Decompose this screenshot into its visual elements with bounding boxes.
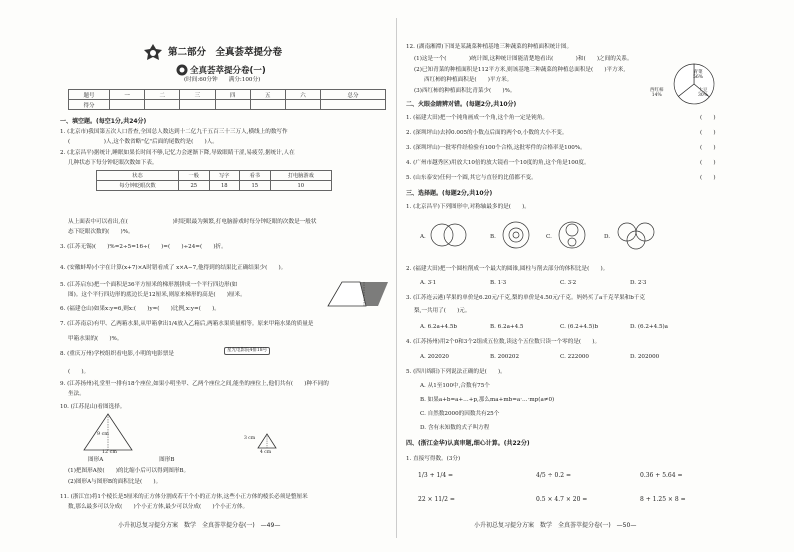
score-header: 二 xyxy=(145,90,180,100)
blink-value: 25 xyxy=(178,181,209,191)
score-cell[interactable] xyxy=(321,100,386,110)
blink-header: 写字 xyxy=(209,171,240,181)
blink-header: 状态 xyxy=(97,171,179,181)
option-b[interactable]: B. xyxy=(490,234,496,240)
option-a[interactable]: A. 3∶1 xyxy=(420,280,437,286)
option-b[interactable]: B. 如果a+b=a+…+p,那么ma+mb=a·…·mp(a≠0) xyxy=(420,397,555,403)
option-d[interactable]: D. (6.2+4.5)a xyxy=(630,324,669,330)
answer-bracket[interactable]: ( ) xyxy=(700,130,716,136)
option-b[interactable]: B. 200202 xyxy=(490,354,520,360)
triangle-a-height: 9 cm xyxy=(97,432,109,437)
question-line: 3. (江苏连云港)苹果的单价是6.20元/千克,梨的单价是4.50元/千克。妈妈买了a千克苹果和b千克 xyxy=(406,295,646,301)
question-line: 2. (福建大田)把一个圆柱削成一个最大的圆锥,圆柱与削去部分的体积比是( )。 xyxy=(406,266,609,272)
option-b[interactable]: B. 6.2a+4.5 xyxy=(490,324,524,330)
score-cell[interactable] xyxy=(180,100,215,110)
pie-label-name: 青菜 xyxy=(693,70,703,75)
score-cell[interactable] xyxy=(285,100,320,110)
option-d[interactable]: D. 2∶3 xyxy=(630,280,647,286)
option-a[interactable]: A. xyxy=(420,234,426,240)
tf-line: 5. (山东泰安)任何一个圆,其它与直径的比值都不变。 xyxy=(406,175,537,181)
blink-value: 15 xyxy=(240,181,271,191)
question-line: 4. (安徽蚌埠)小宇在计算(x+7)×A时错看成了 x×A−7,他得到的结果比正确结果少( )。 xyxy=(60,265,287,271)
option-c[interactable]: C. 3∶2 xyxy=(560,280,577,286)
question-line: 从上面表中可以看出,在( )时眨眼最为频繁,打电脑游戏时每分钟眨眼的次数是一般状 xyxy=(68,219,317,225)
question-line: ( )人,这个数省略"亿"后面的尾数约是( )人。 xyxy=(68,139,218,145)
pie-label-qingcai xyxy=(693,70,703,80)
option-a[interactable]: A. 6.2a+4.5b xyxy=(420,324,457,330)
question-line: ( )。 xyxy=(68,369,90,375)
option-c-figure xyxy=(554,220,590,250)
triangle-b-height: 3 cm xyxy=(244,436,256,441)
option-a[interactable]: A. 从1至100中,合数有75个 xyxy=(420,383,490,389)
blink-header: 打电脑游戏 xyxy=(270,171,331,181)
pie-chart xyxy=(672,62,716,106)
calc-item: 22 × 11/2 = xyxy=(418,496,455,503)
question-line: 12. (湖南湘潭)下图是某蔬菜种植基地三种蔬菜的种植面积统计图。 xyxy=(406,44,573,50)
badge-icon xyxy=(176,64,188,76)
section-heading: 二、火眼金睛辨对错。(每题2分,共10分) xyxy=(406,101,517,108)
blink-header: 看书 xyxy=(240,171,271,181)
blink-row-label: 每分钟眨眼次数 xyxy=(97,181,179,191)
score-cell[interactable] xyxy=(145,100,180,110)
trapezoid-figure xyxy=(326,278,390,308)
tf-line: 1. (福建大田)把一个钝角画成一个角,这个角一定是钝角。 xyxy=(406,115,548,121)
page-divider xyxy=(396,18,397,538)
question-line: 1. (北京市)我国第五次人口普查,全国总人数达到十二亿九千五百三十三万人,横线上的数写作 xyxy=(60,129,288,135)
blink-value: 18 xyxy=(209,181,240,191)
option-c[interactable]: C. xyxy=(546,234,552,240)
question-line: 1. 直接写得数。(3分) xyxy=(406,456,461,462)
pie-label-name: 土豆 xyxy=(698,88,708,93)
calc-item: 0.5 × 4.7 × 20 = xyxy=(536,496,588,503)
calc-item: 8 + 1.25 × 8 = xyxy=(640,496,686,503)
triangle-b-figure xyxy=(256,432,278,450)
option-b-figure xyxy=(498,220,534,250)
page-footer: 小升初总复习提分方案 数学 全真荟萃提分卷(一) —49— xyxy=(118,522,281,529)
paper-title: 全真荟萃提分卷(一) xyxy=(190,66,266,76)
question-line: (3)西红柿的种植面积比青菜少( )%。 xyxy=(414,88,516,94)
answer-bracket[interactable]: ( ) xyxy=(700,115,716,121)
score-row-label: 得分 xyxy=(69,100,110,110)
question-line: 几种状态下每分钟眨眼次数如下表。 xyxy=(68,160,158,166)
answer-bracket[interactable]: ( ) xyxy=(700,175,716,181)
question-line: (1)把图形A按( )的比缩小后可以得到图形B。 xyxy=(68,468,190,474)
section-heading: 三、选择题。(每题2分,共10分) xyxy=(406,190,493,197)
score-header: 总分 xyxy=(321,90,386,100)
pie-label-name: 西红柿 xyxy=(650,88,664,93)
question-line: 态下眨眼次数的( )%。 xyxy=(68,229,134,235)
question-line: 4. (江苏扬州)用2个0和3个2组成五位数,读这个五位数只读一个零的是( )。 xyxy=(406,339,601,345)
question-line: (2)已知青菜的种植面积是112平方米,则该基地三种蔬菜的种植总面积是( )平方米, xyxy=(414,67,626,73)
question-line: 2. (北京昌平)据统计,睡眠如果长时间不够,记忆力会逐渐下降,导致眼睛干涩,易疲劳,据统计,人在 xyxy=(60,150,295,156)
question-line: 图)。这个平行四边形的底边长是12厘米,则原来梯形的高是( )厘米。 xyxy=(68,292,246,298)
pie-label-percent: 56% xyxy=(693,75,704,80)
time-info: (时间:60分钟 满分:100分) xyxy=(184,77,261,83)
score-cell[interactable] xyxy=(110,100,145,110)
question-line: 3. (江苏无锡)( )%=2÷5=16÷( )=( )÷24=( )折。 xyxy=(60,244,227,250)
calc-item: 4/5 ÷ 0.2 = xyxy=(536,472,571,479)
score-header: 六 xyxy=(285,90,320,100)
question-line: 5. (江苏启东)把一个面积是36平方厘米的梯形割拼成一个平行四边形(如 xyxy=(60,282,238,288)
blink-table xyxy=(96,170,332,191)
question-line: (2)图形A与图形B的面积比是( )。 xyxy=(68,479,162,485)
answer-bracket[interactable]: ( ) xyxy=(700,145,716,151)
score-cell[interactable] xyxy=(250,100,285,110)
option-c[interactable]: C. 自然数2000的因数共有25个 xyxy=(420,411,500,417)
score-table xyxy=(68,89,386,110)
movie-ticket: 星光电影院4排18号 xyxy=(224,347,270,355)
score-header: 四 xyxy=(215,90,250,100)
question-line: 1. (北京昌平)下列图形中,对称轴最多的是( )。 xyxy=(406,204,530,210)
option-c[interactable]: C. (6.2+4.5)b xyxy=(560,324,599,330)
question-line: 数,那么最多可以分成( )个小正方体,最少可以分成( )个小正方体。 xyxy=(68,504,249,510)
blink-value: 10 xyxy=(270,181,331,191)
question-line: 5. (四川绵阳)下列说法正确的是( )。 xyxy=(406,369,506,375)
option-c[interactable]: C. 222000 xyxy=(560,354,589,360)
pie-label-percent: 14% xyxy=(651,93,662,98)
option-b[interactable]: B. 1∶3 xyxy=(490,280,507,286)
pie-label-xihongshi xyxy=(650,88,664,98)
score-header: 一 xyxy=(110,90,145,100)
question-line: 7. (江苏南京)有甲、乙两箱水果,从甲箱拿出1/4放入乙箱后,两箱水果质量相等。原来甲箱水果的质量是 xyxy=(60,321,314,327)
triangle-b-base: 4 cm xyxy=(260,450,272,455)
option-d[interactable]: D. 202000 xyxy=(630,354,660,360)
question-line: 甲箱水果的( )%。 xyxy=(68,336,123,342)
option-d[interactable]: D. xyxy=(604,234,611,240)
question-line: 11. (浙江宜)将1个棱长是5厘米的正方体分割成若干个小的正方体,这些小正方体的棱长必须是整厘米 xyxy=(60,494,308,500)
question-line: (1)这是一个( )统计图,这种统计图能清楚地看出( )和( )之间的关系。 xyxy=(414,56,633,62)
figure-captions: 图形A 图形B xyxy=(88,457,175,463)
tf-line: 2. (深圳坪山)去掉0.005的小数点后面的两个0,小数的大小不变。 xyxy=(406,130,568,136)
answer-bracket[interactable]: ( ) xyxy=(700,160,716,166)
tf-line: 3. (深圳坪山)一批零件经检验有100个合格,这批零件的合格率是100%。 xyxy=(406,145,586,151)
option-a-figure xyxy=(428,220,468,250)
score-header: 三 xyxy=(180,90,215,100)
tf-line: 4. (广州市越秀区)用放大10倍的放大镜看一个10度的角,这个角是100度。 xyxy=(406,160,590,166)
question-line: 坐法。 xyxy=(68,391,85,397)
page-footer: 小升初总复习提分方案 数学 全真荟萃提分卷(一) —50— xyxy=(474,522,637,529)
score-header: 五 xyxy=(250,90,285,100)
blink-header: 一般 xyxy=(178,171,209,181)
question-line: 10. (江苏昆山)看图选择。 xyxy=(60,404,126,410)
calc-item: 0.36 + 5.64 = xyxy=(640,472,683,479)
section-heading: 四、(浙江金华)认真审题,细心计算。(共22分) xyxy=(406,440,530,447)
question-line: 9. (江苏扬州)礼堂里一排有18个座位,如果小明坐甲、乙两个座位之间,能坐的座位上,他们共有( )种不同的 xyxy=(60,381,329,387)
option-a[interactable]: A. 202020 xyxy=(420,354,449,360)
calc-item: 1/3 + 1/4 = xyxy=(418,472,454,479)
logo-icon xyxy=(142,42,164,64)
question-line: 8. (重庆万州)学校组织看电影,小明的电影票是 xyxy=(60,351,174,357)
score-header: 题号 xyxy=(69,90,110,100)
question-line: 梨,一共用了( )元。 xyxy=(414,308,471,314)
pie-label-percent: 30% xyxy=(698,93,709,98)
question-line: 西红柿的种植面积是( )平方米。 xyxy=(424,77,513,83)
option-d[interactable]: D. 含有未知数的式子叫方程 xyxy=(420,425,490,431)
pie-label-tudou xyxy=(698,88,708,98)
section-heading: 一、填空题。(每空1分,共24分) xyxy=(60,118,147,125)
triangle-a-base: 12 cm xyxy=(102,450,117,455)
question-line: 6. (福建仓山)如果x:y=6,则x:( )y=( )比例,x:y=( )。 xyxy=(60,306,220,312)
part-title: 第二部分 全真荟萃提分卷 xyxy=(168,47,283,58)
score-cell[interactable] xyxy=(215,100,250,110)
option-d-figure xyxy=(612,220,660,250)
